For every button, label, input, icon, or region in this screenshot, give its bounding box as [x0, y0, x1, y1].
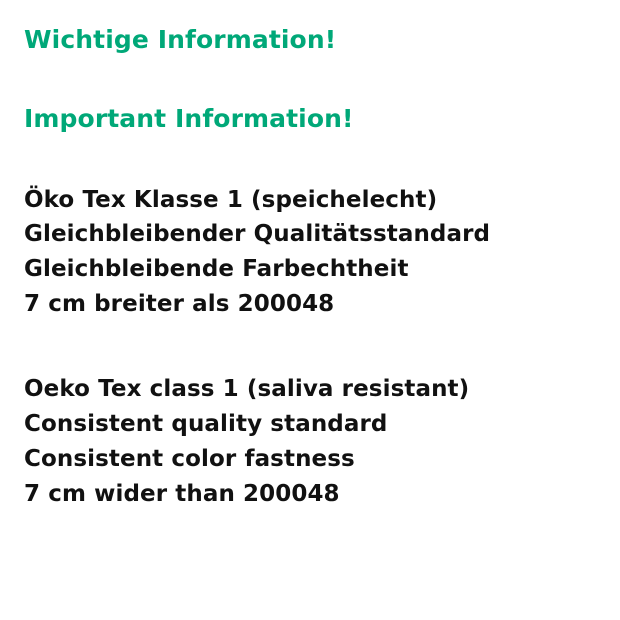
german-line-2: Gleichbleibender Qualitätsstandard — [24, 221, 491, 248]
english-text-block — [24, 372, 596, 512]
german-line-1: Öko Tex Klasse 1 (speichelecht) — [24, 186, 438, 213]
english-line-4: 7 cm wider than 200048 — [24, 481, 340, 508]
english-line-3: Consistent color fastness — [24, 446, 355, 473]
heading-english: Important Information! — [24, 104, 354, 134]
german-line-3: Gleichbleibende Farbechtheit — [24, 256, 409, 283]
heading-german: Wichtige Information! — [24, 25, 337, 54]
english-line-1: Oeko Tex class 1 (saliva resistant) — [24, 376, 470, 403]
german-text-block — [24, 183, 596, 323]
english-line-2: Consistent quality standard — [24, 411, 388, 438]
german-line-4: 7 cm breiter als 200048 — [24, 291, 335, 318]
